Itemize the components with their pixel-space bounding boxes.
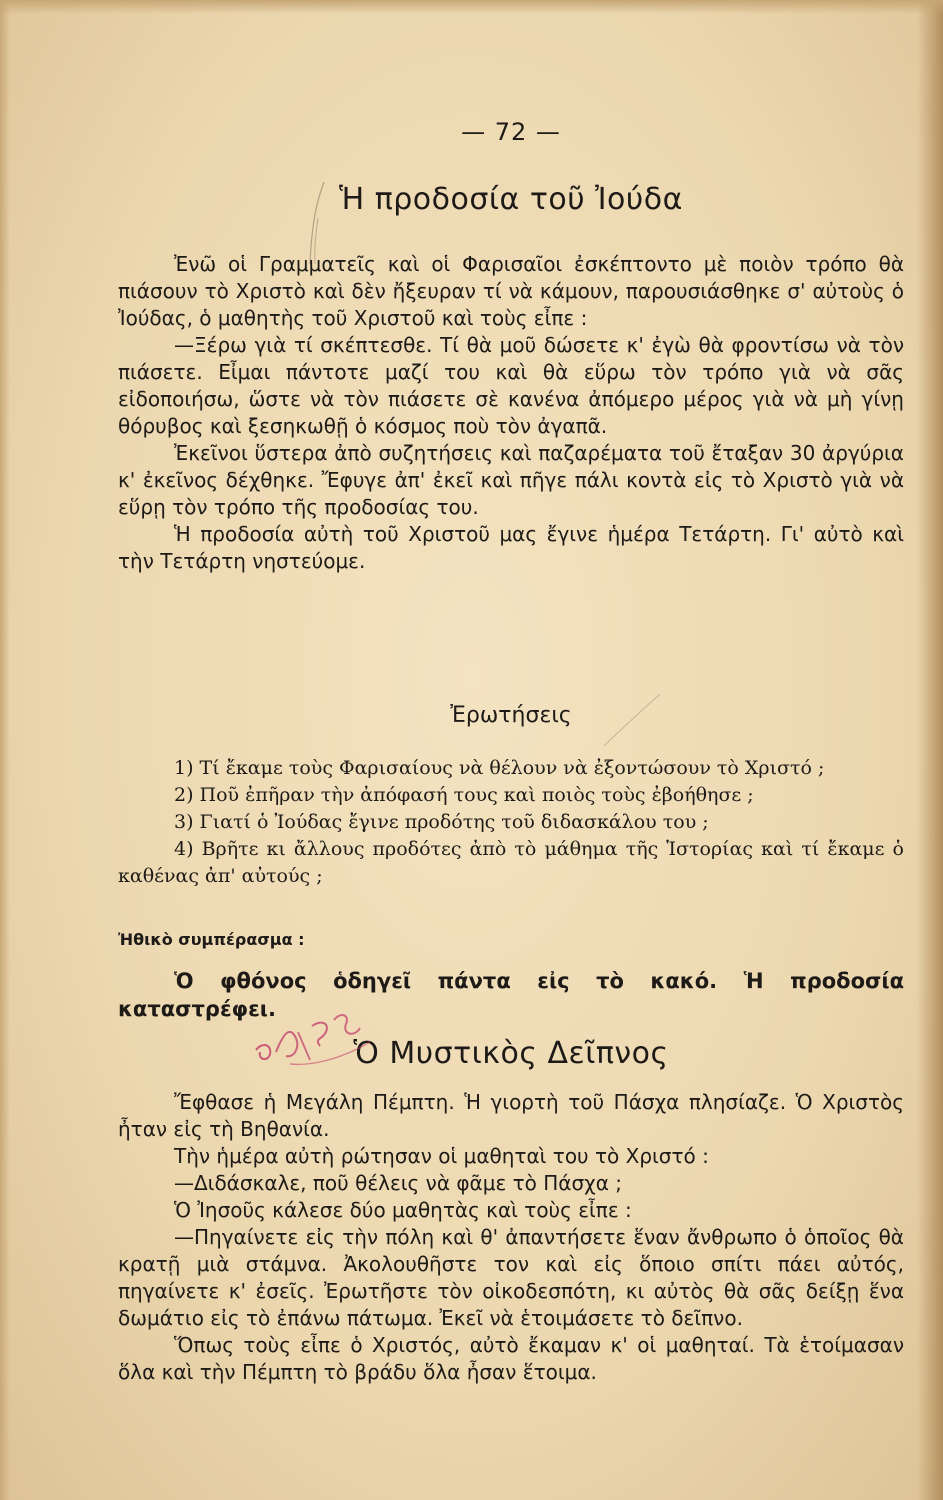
moral-paragraph: Ὁ φθόνος ὁδηγεῖ πάντα εἰς τὸ κακό. Ἡ προδοσία καταστρέφει.: [118, 969, 904, 1021]
paragraph: Ἐνῶ οἱ Γραμματεῖς καὶ οἱ Φαρισαῖοι ἐσκέπτοντο μὲ ποιὸν τρόπο θὰ πιάσουν τὸ Χριστὸ καὶ δὲν ἤξευραν τί νὰ κάμουν, παρουσιάσθηκε σ' αὐτοὺς ὁ Ἰούδας, ὁ μαθητὴς τοῦ Χριστοῦ καὶ τοὺς εἶπε :: [118, 252, 904, 330]
paragraph: Τὴν ἡμέρα αὐτὴ ρώτησαν οἱ μαθηταὶ του τὸ Χριστό :: [174, 1144, 709, 1168]
question-item: 3) Γιατί ὁ Ἰούδας ἔγινε προδότης τοῦ διδασκάλου του ;: [174, 811, 709, 833]
question-item: 4) Βρῆτε κι ἄλλους προδότες ἀπὸ τὸ μάθημα τῆς Ἱστορίας καὶ τί ἔκαμε ὁ καθένας ἀπ' αὐτούς ;: [118, 838, 904, 887]
red-ink-scribble: [250, 1002, 380, 1072]
question-item: 1) Τί ἔκαμε τοὺς Φαρισαίους νὰ θέλουν νὰ ἐξοντώσουν τὸ Χριστό ;: [174, 757, 825, 779]
chapter-title-betrayal: Ἡ προδοσία τοῦ Ἰούδα: [339, 182, 683, 217]
paragraph: Ὁ Ἰησοῦς κάλεσε δύο μαθητὰς καὶ τοὺς εἶπε :: [174, 1198, 632, 1222]
paragraph: —Ξέρω γιὰ τί σκέπτεσθε. Τί θὰ μοῦ δώσετε κ' ἐγὼ θὰ φροντίσω νὰ τὸν πιάσετε. Εἶμαι πάντοτε μαζί του καὶ θὰ εὕρω τὸν τρόπο γιὰ νὰ σᾶς εἰδοποιήσω, ὥστε νὰ τὸν πιάσετε σὲ κανένα ἀπόμερο μέρος γιὰ νὰ μὴ γίνῃ θόρυβος καὶ ξεσηκωθῇ ὁ κόσμος ποὺ τὸν ἀγαπᾶ.: [118, 333, 904, 438]
moral-label: Ἠθικὸ συμπέρασμα :: [118, 930, 305, 949]
questions-heading: Ἐρωτήσεις: [450, 703, 572, 728]
page-number: — 72 —: [461, 118, 561, 146]
question-item: 2) Ποῦ ἐπῆραν τὴν ἀπόφασή τους καὶ ποιὸς τοὺς ἐβοήθησε ;: [174, 784, 754, 806]
page-edge-top: [0, 0, 943, 14]
paragraph: —Διδάσκαλε, ποῦ θέλεις νὰ φᾶμε τὸ Πάσχα ;: [174, 1171, 622, 1195]
moral-text: [118, 967, 904, 1023]
page-edge-left: [0, 0, 10, 1500]
page-edge-right: [917, 0, 943, 1500]
paragraph: Ἐκεῖνοι ὕστερα ἀπὸ συζητήσεις καὶ παζαρέματα τοῦ ἔταξαν 30 ἀργύρια κ' ἐκεῖνος δέχθηκε. Ἔφυγε ἀπ' ἐκεῖ καὶ πῆγε πάλι κοντὰ εἰς τὸ Χριστὸ γιὰ νὰ εὕρῃ τὸν τρόπο τῆς προδοσίας του.: [118, 441, 904, 519]
paragraph: —Πηγαίνετε εἰς τὴν πόλη καὶ θ' ἀπαντήσετε ἕναν ἄνθρωπο ὁ ὁποῖος θὰ κρατῇ μιὰ στάμνα. Ἀκολουθῆστε τον καὶ εἰς ὅποιο σπίτι πάει αὐτός, πηγαίνετε κ' ἐσεῖς. Ἐρωτῆστε τὸν οἰκοδεσπότη, κι αὐτὸς θὰ σᾶς δείξῃ ἕνα δωμάτιο εἰς τὸ ἐπάνω πάτωμα. Ἐκεῖ νὰ ἑτοιμάσετε τὸ δεῖπνο.: [118, 1225, 904, 1330]
chapter-title-last-supper: Ὁ Μυστικὸς Δεῖπνος: [353, 1036, 669, 1071]
paragraph: Ὅπως τοὺς εἶπε ὁ Χριστός, αὐτὸ ἔκαμαν κ' οἱ μαθηταί. Τὰ ἑτοίμασαν ὅλα καὶ τὴν Πέμπτη τὸ βράδυ ὅλα ἦσαν ἕτοιμα.: [118, 1333, 904, 1384]
questions-list: [118, 755, 904, 890]
section-last-supper: [118, 1089, 904, 1386]
paragraph: Ἔφθασε ἡ Μεγάλη Πέμπτη. Ἡ γιορτὴ τοῦ Πάσχα πλησίαζε. Ὁ Χριστὸς ἦταν εἰς τὴ Βηθανία.: [118, 1090, 904, 1141]
paragraph: Ἡ προδοσία αὐτὴ τοῦ Χριστοῦ μας ἔγινε ἡμέρα Τετάρτη. Γι' αὐτὸ καὶ τὴν Τετάρτη νηστεύομε.: [118, 522, 904, 573]
section-betrayal: [118, 251, 904, 575]
